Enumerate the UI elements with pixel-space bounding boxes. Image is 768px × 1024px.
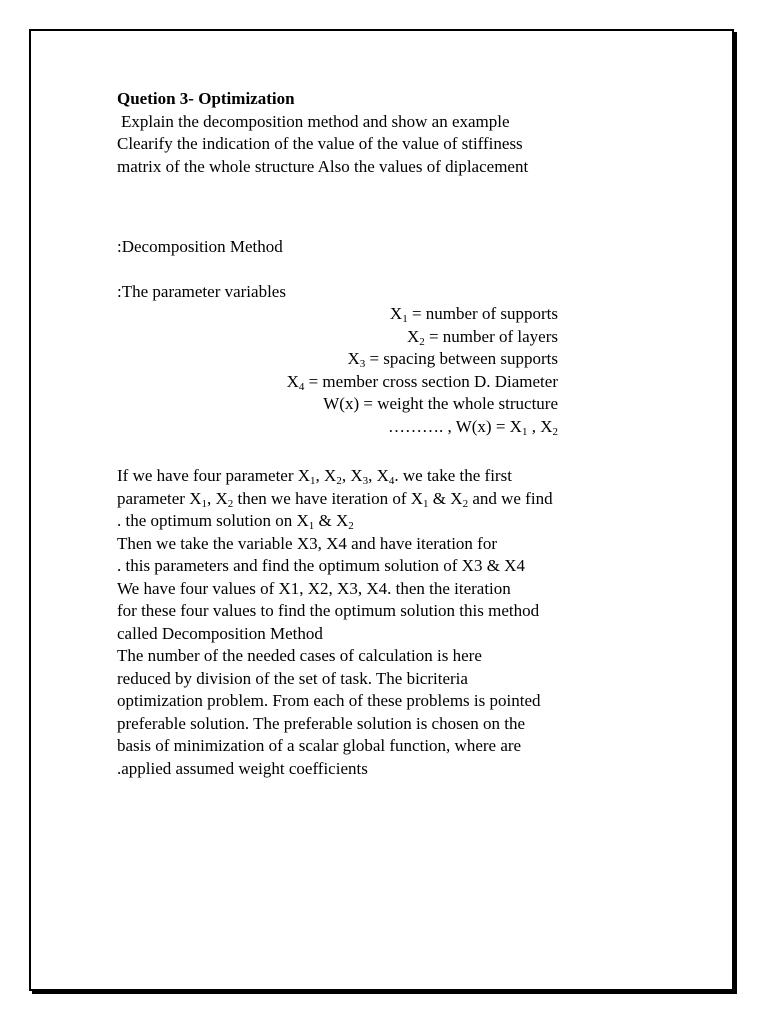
spacer: [117, 178, 657, 223]
question-line-2: Clearify the indication of the value of the value of stiffiness: [117, 134, 523, 153]
paragraph-line: basis of minimization of a scalar global function, where are: [117, 736, 522, 755]
paragraph-line: . the optimum solution on $X_1$ & $X_2$: [117, 511, 354, 532]
question-line-3: matrix of the whole structure Also the values of diplacement: [117, 156, 529, 176]
paragraph-line: If we have four parameter $X_1$, $X_2$, $X_3$, $X_4$. we take the first: [117, 466, 512, 487]
paragraph-line: called Decomposition Method: [117, 623, 323, 643]
section-heading: :Decomposition Method: [117, 237, 283, 256]
spacer: [117, 438, 657, 460]
paragraph-line: preferable solution. The preferable solution is chosen on the: [117, 713, 526, 733]
question-title: Quetion 3- Optimization: [117, 89, 295, 108]
param-x1: $X_1$ = number of supports: [389, 304, 558, 325]
paragraph-line: Then we take the variable X3, X4 and have iteration for: [117, 533, 497, 553]
paragraph-line: parameter $X_1$, $X_2$ then we have iteration of $X_1$ & $X_2$ and we find: [117, 488, 553, 510]
document-body: [117, 88, 657, 780]
param-x2: $X_2$ = number of layers: [406, 326, 558, 348]
paragraph-line: The number of the needed cases of calculation is here: [117, 646, 482, 665]
param-wx: W(x) = weight the whole structure: [323, 394, 558, 413]
paragraph-line: optimization problem. From each of these problems is pointed: [117, 691, 541, 710]
question-line-1: Explain the decomposition method and show an example: [121, 111, 510, 131]
param-wx-function: ………. , $W(x) = X_1$ , $X_2$: [388, 416, 558, 438]
params-heading: :The parameter variables: [117, 281, 286, 301]
paragraph-line: .applied assumed weight coefficients: [117, 758, 368, 778]
paragraph-line: for these four values to find the optimum solution this method: [117, 601, 540, 620]
spacer: [117, 259, 657, 281]
paragraph-line: reduced by division of the set of task. The bicriteria: [117, 668, 468, 688]
explanation-paragraph: [117, 465, 657, 780]
param-x3: $X_3$ = spacing between supports: [347, 349, 558, 370]
paragraph-line: We have four values of X1, X2, X3, X4. then the iteration: [117, 578, 511, 598]
param-x4: $X_4$ = member cross section D. Diameter: [286, 371, 558, 393]
paragraph-line: . this parameters and find the optimum solution of X3 & X4: [117, 556, 525, 575]
